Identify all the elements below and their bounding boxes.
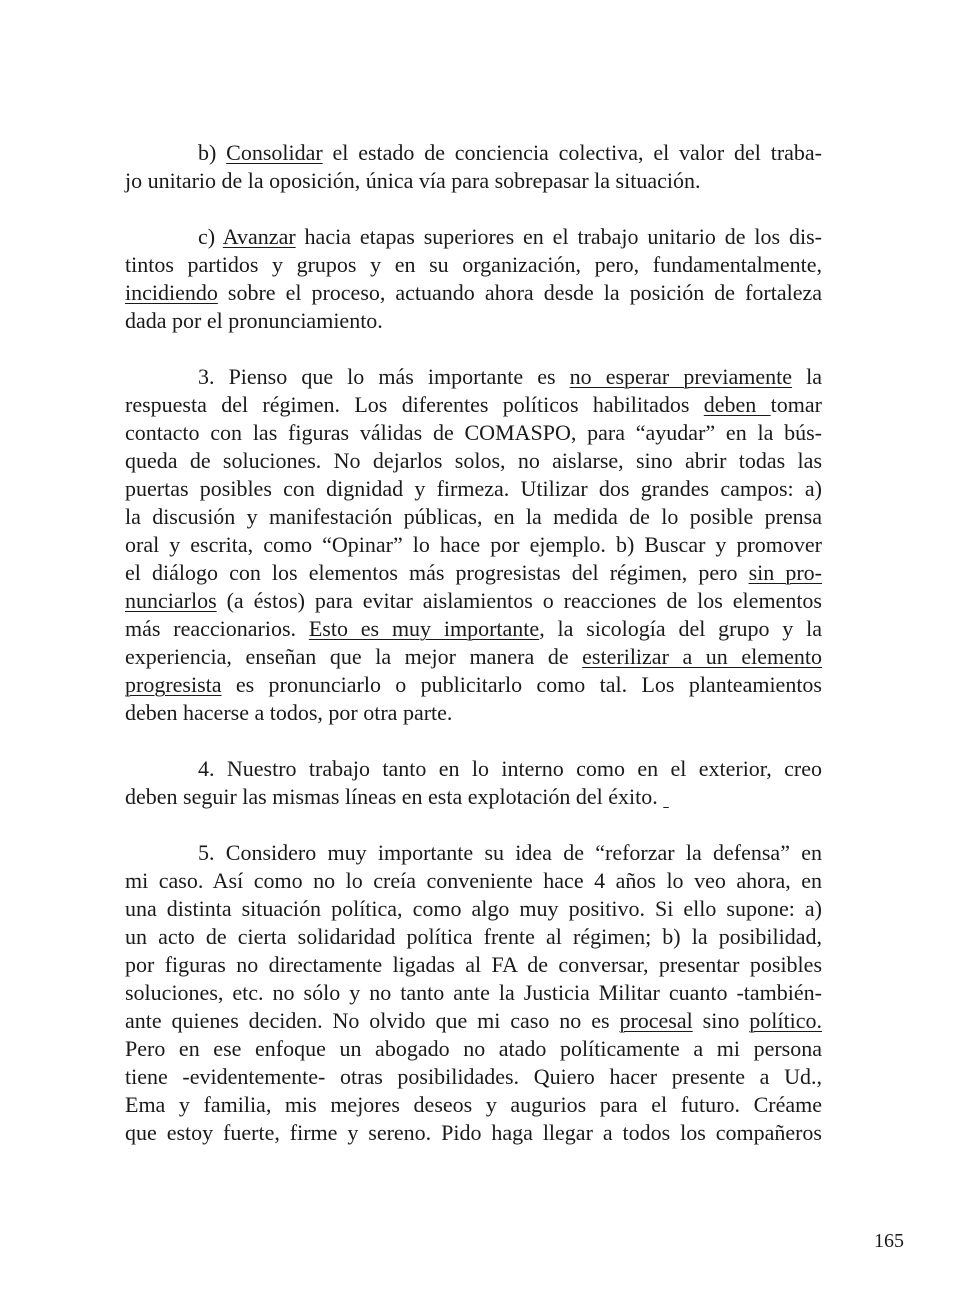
underlined-text: Avanzar: [222, 224, 296, 249]
paragraph-b-line-1: [198, 140, 822, 166]
paragraph-3-line-3: contacto con las figuras válidas de COMASPO, para “ayudar” en la bús-: [125, 420, 822, 445]
text-run: el estado de conciencia colectiva, el valor del traba-: [322, 140, 822, 165]
paragraph-3-line-4: queda de soluciones. No dejarlos solos, no aislarse, sino abrir todas las: [125, 448, 822, 473]
text-run: ante quienes deciden. No olvido que mi caso no es: [125, 1008, 620, 1033]
text-run: experiencia, enseñan que la mejor manera de: [125, 644, 583, 669]
paragraph-c-line-4: dada por el pronunciamiento.: [125, 308, 383, 333]
text-run: más reaccionarios.: [125, 616, 309, 641]
underlined-text: político.: [749, 1008, 822, 1033]
paragraph-c-line-3: [125, 280, 822, 306]
underlined-mark: [663, 784, 669, 809]
underlined-text: nunciarlos: [125, 588, 217, 613]
paragraph-3-line-9: [125, 588, 822, 614]
paragraph-5-line-9: tiene -evidentemente- otras posibilidades. Quiero hacer presente a Ud.,: [125, 1064, 822, 1089]
paragraph-3-line-11: [125, 644, 822, 670]
text-run: b): [198, 140, 227, 165]
paragraph-4-line-1: 4. Nuestro trabajo tanto en lo interno como en el exterior, creo: [198, 756, 822, 781]
paragraph-3-line-12: [125, 672, 822, 698]
underlined-text: incidiendo: [125, 280, 218, 305]
paragraph-5-line-1: 5. Considero muy importante su idea de “reforzar la defensa” en: [198, 840, 822, 865]
paragraph-3-line-10: [125, 616, 822, 642]
paragraph-5-line-6: soluciones, etc. no sólo y no tanto ante la Justicia Militar cuanto -también-: [125, 980, 822, 1005]
paragraph-5-line-8: Pero en ese enfoque un abogado no atado políticamente a mi persona: [125, 1036, 822, 1061]
paragraph-5-line-3: una distinta situación política, como algo muy positivo. Si ello supone: a): [125, 896, 822, 921]
paragraph-4-line-2: [125, 784, 822, 810]
text-run: es pronunciarlo o publicitarlo como tal. Los planteamientos: [221, 672, 822, 697]
underlined-text: Consolidar: [226, 140, 323, 165]
text-run: c): [198, 224, 223, 249]
text-run: (a éstos) para evitar aislamientos o reacciones de los elementos: [216, 588, 822, 613]
paragraph-5-line-2: mi caso. Así como no lo creía conveniente hace 4 años lo veo ahora, en: [125, 868, 822, 893]
text-run: el diálogo con los elementos más progresistas del régimen, pero: [125, 560, 749, 585]
text-run: tomar: [770, 392, 822, 417]
paragraph-3-line-13: deben hacerse a todos, por otra parte.: [125, 700, 453, 725]
paragraph-3-line-2: [125, 392, 822, 418]
paragraph-3-line-5: puertas posibles con dignidad y firmeza. Utilizar dos grandes campos: a): [125, 476, 822, 501]
paragraph-5-line-10: Ema y familia, mis mejores deseos y augurios para el futuro. Créame: [125, 1092, 822, 1117]
paragraph-5-line-7: [125, 1008, 822, 1034]
paragraph-b-line-2: jo unitario de la oposición, única vía para sobrepasar la situación.: [125, 168, 701, 193]
text-run: sobre el proceso, actuando ahora desde la posición de fortaleza: [217, 280, 822, 305]
paragraph-3-line-8: [125, 560, 822, 586]
underlined-text: sin pro-: [748, 560, 823, 585]
underlined-text: deben: [703, 392, 771, 417]
paragraph-5-line-4: un acto de cierta solidaridad política frente al régimen; b) la posibilidad,: [125, 924, 822, 949]
underlined-text: no esperar previamente: [569, 364, 793, 389]
paragraph-3-line-1: [198, 364, 822, 390]
text-run: respuesta del régimen. Los diferentes políticos habilitados: [125, 392, 704, 417]
page-number: 165: [874, 1230, 904, 1252]
text-run: deben seguir las mismas líneas en esta explotación del éxito.: [125, 784, 664, 809]
paragraph-c-line-2: tintos partidos y grupos y en su organización, pero, fundamentalmente,: [125, 252, 822, 277]
underlined-text: esterilizar a un elemento: [582, 644, 822, 669]
underlined-text: progresista: [125, 672, 222, 697]
paragraph-3-line-6: la discusión y manifestación públicas, en la medida de lo posible prensa: [125, 504, 822, 529]
text-run: 3. Pienso que lo más importante es: [198, 364, 570, 389]
text-run: sino: [692, 1008, 750, 1033]
text-run: la: [792, 364, 822, 389]
underlined-text: procesal: [619, 1008, 693, 1033]
paragraph-3-line-7: oral y escrita, como “Opinar” lo hace por ejemplo. b) Buscar y promover: [125, 532, 822, 557]
text-run: hacia etapas superiores en el trabajo unitario de los dis-: [295, 224, 822, 249]
paragraph-5-line-11: que estoy fuerte, firme y sereno. Pido haga llegar a todos los compañeros: [125, 1120, 822, 1145]
paragraph-c-line-1: [198, 224, 822, 250]
text-run: , la sicología del grupo y la: [539, 616, 823, 641]
paragraph-5-line-5: por figuras no directamente ligadas al FA de conversar, presentar posibles: [125, 952, 822, 977]
underlined-text: Esto es muy importante: [308, 616, 540, 641]
